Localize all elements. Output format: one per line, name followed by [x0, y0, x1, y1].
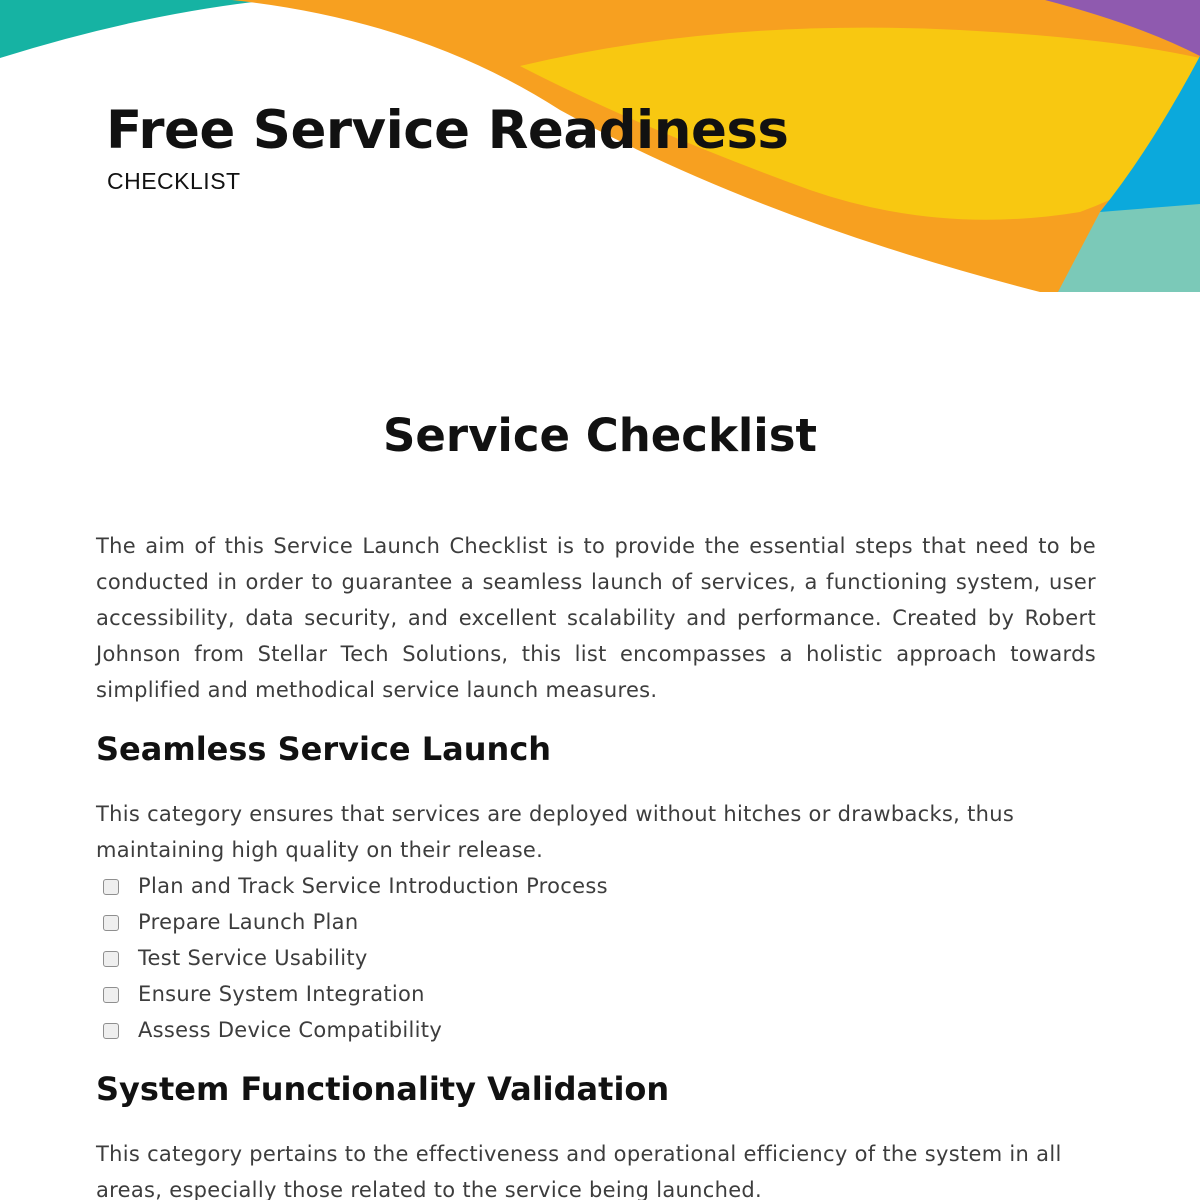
intro-paragraph: The aim of this Service Launch Checklist is to provide the essential steps that need to be conducted in order to guarantee a seamless launch of services, a functioning system, user accessibility, data security, and excellent scalability and performance. Created by Robert Johnson from Stellar Tech Solutions, this list encompasses a holistic approach towards simplified and methodical service launch measures. [96, 534, 1096, 702]
header-title: Free Service Readiness [106, 100, 789, 161]
checklist-item [96, 904, 1096, 940]
checklist-seamless-launch [96, 868, 1096, 1048]
checklist-item-label: Assess Device Compatibility [138, 1018, 443, 1042]
page-title: Service Checklist [382, 409, 818, 462]
section-description-system-validation: This category pertains to the effectiveness and operational efficiency of the system in all areas, especially those related to the service being launched. [96, 1142, 1062, 1200]
checklist-item [96, 940, 1096, 976]
checklist-item [96, 868, 1096, 904]
section-heading-seamless-launch: Seamless Service Launch [96, 730, 552, 768]
checkbox[interactable] [103, 951, 119, 967]
teal-wave-shape [0, 0, 270, 58]
checkbox[interactable] [103, 987, 119, 1003]
checkbox[interactable] [103, 879, 119, 895]
checklist-item-label: Plan and Track Service Introduction Process [138, 874, 608, 898]
checklist-item [96, 976, 1096, 1012]
checkbox[interactable] [103, 915, 119, 931]
section-heading-system-validation: System Functionality Validation [96, 1070, 670, 1108]
document-body [96, 528, 1096, 1200]
checklist-item-label: Test Service Usability [138, 946, 368, 970]
header-subtitle: CHECKLIST [107, 168, 241, 194]
checkbox[interactable] [103, 1023, 119, 1039]
checklist-item [96, 1012, 1096, 1048]
checklist-item-label: Prepare Launch Plan [138, 910, 359, 934]
section-description-seamless-launch: This category ensures that services are deployed without hitches or drawbacks, thus maintaining high quality on their release. [96, 802, 1015, 862]
checklist-item-label: Ensure System Integration [138, 982, 425, 1006]
